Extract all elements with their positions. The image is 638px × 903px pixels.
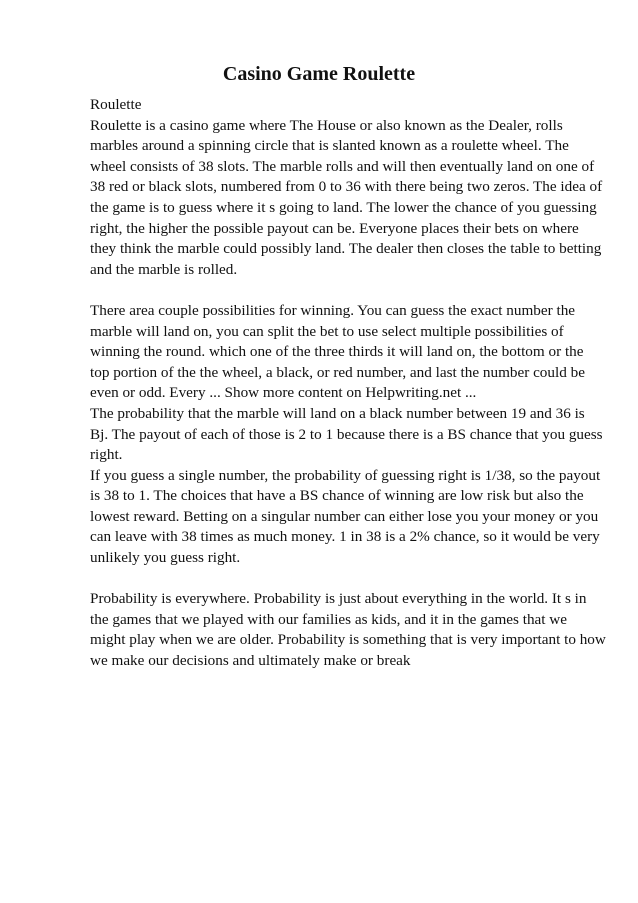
text-line: and the marble is rolled. [90, 260, 238, 278]
text-line: Roulette [90, 96, 142, 113]
text-line: Roulette is a casino game where The House or also known as the Dealer, rolls [90, 116, 563, 134]
text-line: the games that we played with our families as kids, and it in the games that we [90, 610, 568, 628]
text-line: right. [90, 446, 123, 464]
text-line: unlikely you guess right. [90, 549, 241, 567]
text-line: The probability that the marble will land on a black number between 19 and 36 is [90, 404, 585, 422]
text-line: If you guess a single number, the probability of guessing right is 1/38, so the payout [90, 466, 601, 484]
paragraph [90, 95, 610, 280]
text-line: the game is to guess where it s going to land. The lower the chance of you guessing [90, 198, 597, 216]
text-line: 38 red or black slots, numbered from 0 to 36 with there being two zeros. The idea of [90, 178, 603, 196]
paragraph-gap [90, 569, 610, 590]
document-title: Casino Game Roulette [222, 63, 416, 85]
text-line: There area couple possibilities for winning. You can guess the exact number the [90, 301, 576, 319]
text-line: wheel consists of 38 slots. The marble rolls and will then eventually land on one of [90, 157, 595, 175]
document-body [90, 95, 610, 672]
text-line: top portion of the the wheel, a black, or red number, and last the number could be [90, 363, 585, 381]
text-line: right, the higher the possible payout can be. Everyone places their bets on where [90, 219, 579, 237]
text-line: might play when we are older. Probability is something that is very important to how [90, 631, 606, 649]
text-line: can leave with 38 times as much money. 1 in 38 is a 2% chance, so it would be very [90, 528, 600, 546]
text-line: is 38 to 1. The choices that have a BS chance of winning are low risk but also the [90, 487, 584, 505]
text-line: even or odd. Every ... Show more content on Helpwriting.net ... [90, 384, 477, 402]
text-line: marbles around a spinning circle that is slanted known as a roulette wheel. The [90, 137, 569, 155]
text-line: marble will land on, you can split the bet to use select multiple possibilities of [90, 322, 564, 340]
text-line: we make our decisions and ultimately make or break [90, 652, 411, 670]
text-line: winning the round. which one of the three thirds it will land on, the bottom or the [90, 343, 584, 361]
paragraph [90, 589, 610, 671]
text-line: Probability is everywhere. Probability is just about everything in the world. It s in [90, 590, 587, 608]
paragraph [90, 301, 610, 569]
paragraph-gap [90, 280, 610, 301]
text-line: Bj. The payout of each of those is 2 to 1 because there is a BS chance that you guess [90, 425, 603, 443]
text-line: lowest reward. Betting on a singular number can either lose you your money or you [90, 507, 599, 525]
text-line: they think the marble could possibly land. The dealer then closes the table to betting [90, 240, 602, 258]
